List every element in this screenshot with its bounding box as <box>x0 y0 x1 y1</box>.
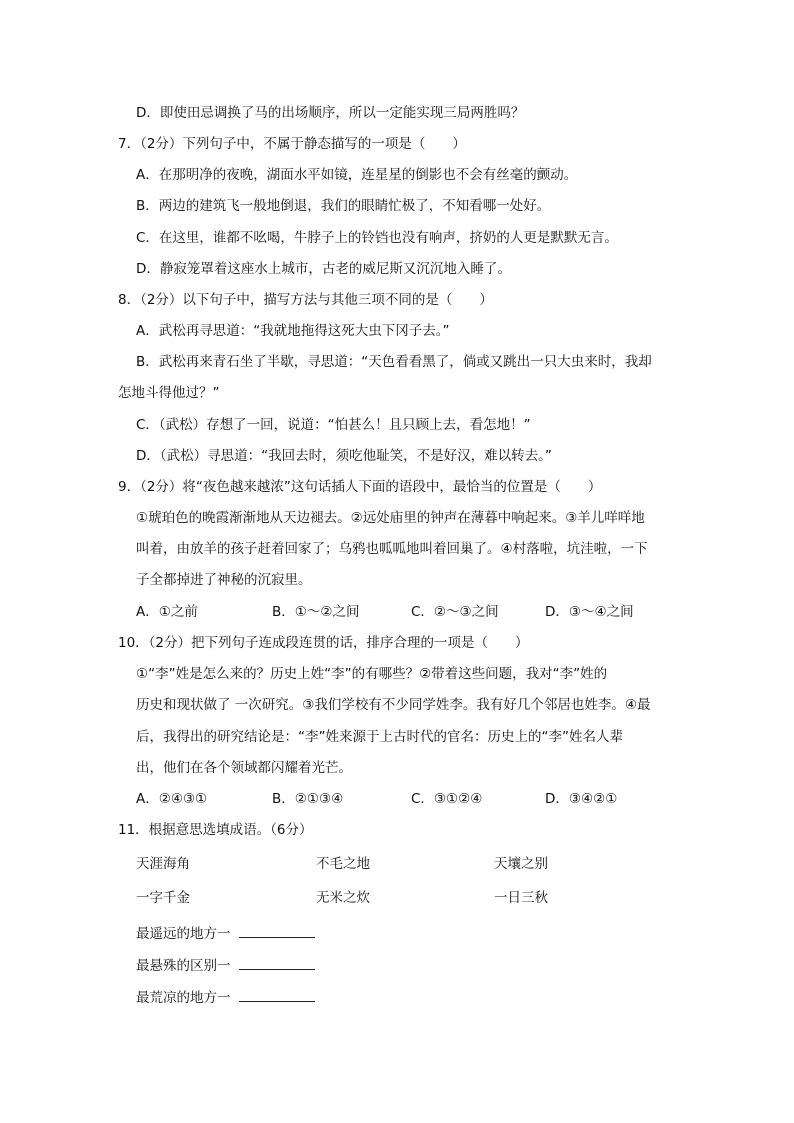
q7-stem: 7．（2分）下列句子中，不属于静态描写的一项是（ ） <box>118 136 466 152</box>
q10-para-line-3: 后，我得出的研究结论是：“李”姓来源于上古时代的官名：历史上的“李”姓名人辈 <box>136 729 623 745</box>
idiom-item: 不毛之地 <box>316 856 370 872</box>
idiom-item: 天涯海角 <box>136 856 190 872</box>
q11-prompt-label: 最悬殊的区别一 <box>136 958 231 974</box>
q9-option-d: D．③～④之间 <box>545 604 634 620</box>
q11-prompt-label: 最荒凉的地方一 <box>136 990 231 1006</box>
q9-option-a: A．①之前 <box>136 604 198 620</box>
idiom-item: 无米之炊 <box>316 890 370 906</box>
q9-option-c: C．②～③之间 <box>411 604 499 620</box>
idiom-item: 天壤之别 <box>494 856 548 872</box>
q11-prompt-row <box>136 923 315 944</box>
q7-option-d: D．静寂笼罩着这座水上城市，古老的威尼斯又沉沉地入睡了。 <box>136 261 511 277</box>
idiom-item: 一日三秋 <box>494 890 548 906</box>
q8-option-a: A．武松再寻思道：“我就地拖得这死大虫下冈子去。” <box>136 323 450 339</box>
q8-stem: 8．（2分）以下句子中，描写方法与其他三项不同的是（ ） <box>118 292 493 308</box>
answer-blank[interactable] <box>239 955 315 970</box>
q9-para-line-2: 叫着，由放羊的孩子赶着回家了；乌鸦也呱呱地叫着回巢了。④村落啦，坑洼啦，一下 <box>136 541 648 557</box>
answer-blank[interactable] <box>239 987 315 1002</box>
q9-option-b: B．①～②之间 <box>272 604 360 620</box>
q8-option-c: C．（武松）存想了一回，说道：“怕甚么！且只顾上去，看怎地！” <box>136 417 531 433</box>
q11-stem: 11．根据意思选填成语。（6分） <box>118 822 313 838</box>
q11-prompt-label: 最遥远的地方一 <box>136 926 231 942</box>
q10-option-b: B．②①③④ <box>272 791 344 807</box>
q11-prompt-row <box>136 955 315 976</box>
q7-option-c: C．在这里，谁都不吆喝，牛脖子上的铃铛也没有响声，挤奶的人更是默默无言。 <box>136 230 618 246</box>
q10-option-c: C．③①②④ <box>411 791 483 807</box>
q11-prompt-row <box>136 987 315 1008</box>
q8-option-d: D．（武松）寻思道：“我回去时，须吃他耻笑，不是好汉，难以转去。” <box>136 448 552 464</box>
answer-blank[interactable] <box>239 923 315 938</box>
q9-para-line-3: 子全都掉进了神秘的沉寂里。 <box>136 572 312 588</box>
q7-option-a: A．在那明净的夜晚，湖面水平如镜，连星星的倒影也不会有丝毫的颤动。 <box>136 167 578 183</box>
q10-para-line-2: 历史和现状做了 一次研究。③我们学校有不少同学姓李。我有好几个邻居也姓李。④最 <box>136 697 651 713</box>
q10-para-line-4: 出，他们在各个领域都闪耀着光芒。 <box>136 760 352 776</box>
q8-option-b: B．武松再来青石坐了半歇，寻思道：“天色看看黑了，倘或又跳出一只大虫来时，我却 <box>136 354 652 370</box>
q9-stem: 9．（2分）将“夜色越来越浓”这句话插人下面的语段中，最恰当的位置是（ ） <box>118 479 602 495</box>
q6-option-d: D．即使田忌调换了马的出场顺序，所以一定能实现三局两胜吗？ <box>136 105 525 121</box>
q10-option-d: D．③④②① <box>545 791 618 807</box>
q10-para-line-1: ①“李”姓是怎么来的？历史上姓“李”的有哪些？②带着这些问题，我对“李”姓的 <box>136 666 608 682</box>
q8-option-b-cont: 怎地斗得他过？” <box>118 385 220 401</box>
q7-option-b: B．两边的建筑飞一般地倒退，我们的眼睛忙极了，不知看哪一处好。 <box>136 198 551 214</box>
idiom-item: 一字千金 <box>136 890 190 906</box>
q10-option-a: A．②④③① <box>136 791 208 807</box>
q10-stem: 10．（2分）把下列句子连成段连贯的话，排序合理的一项是（ ） <box>118 635 529 651</box>
q9-para-line-1: ①琥珀色的晚霞渐渐地从天边褪去。②远处庙里的钟声在薄暮中响起来。③羊儿咩咩地 <box>136 510 645 526</box>
